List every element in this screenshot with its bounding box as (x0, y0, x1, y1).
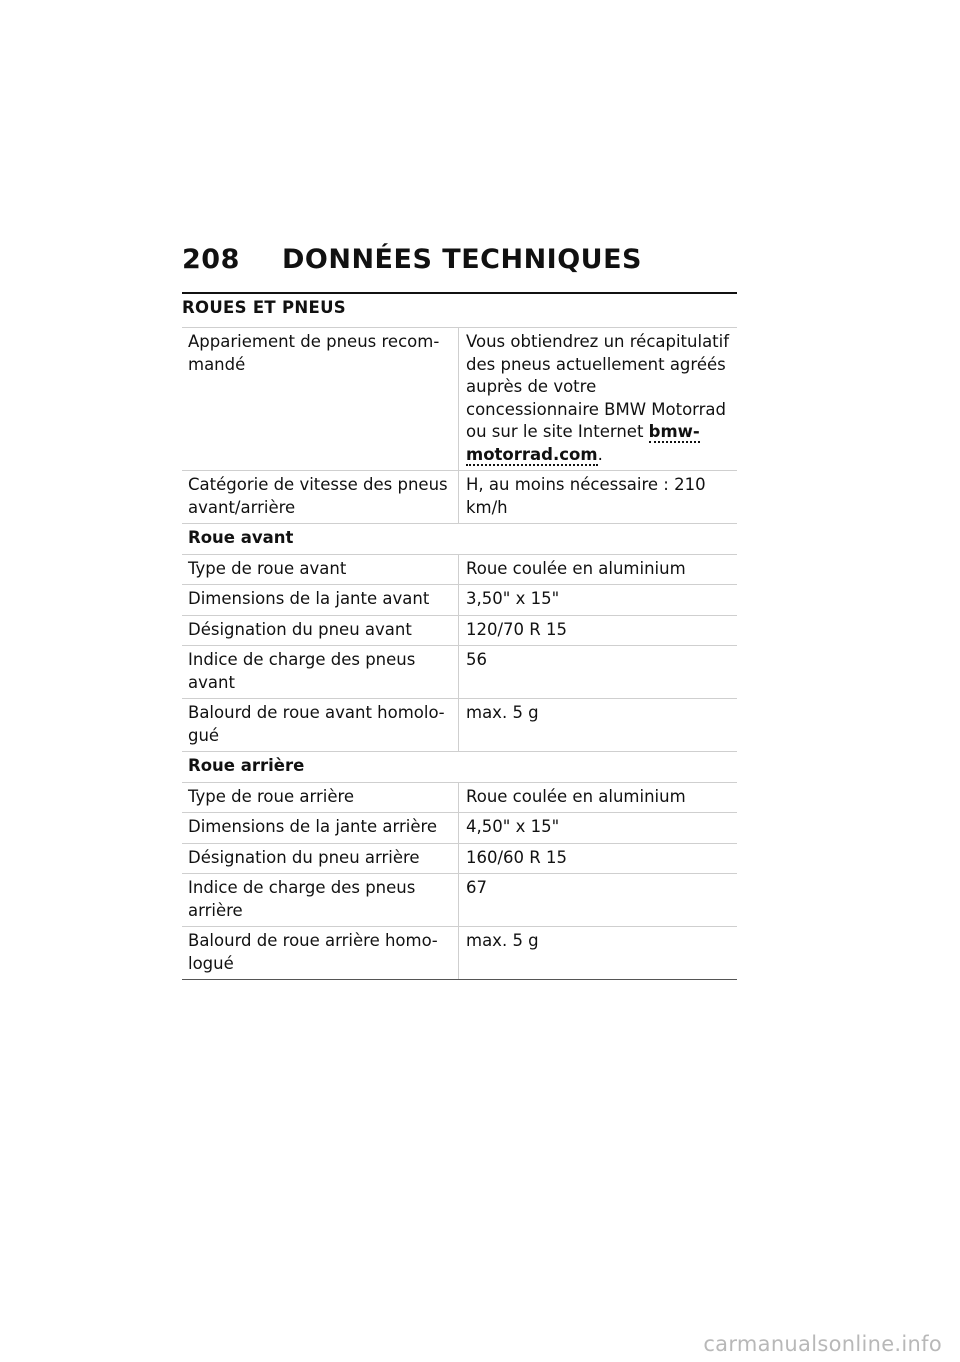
table-row (182, 874, 737, 927)
website-link[interactable]: bmw-motorrad.com (466, 422, 700, 464)
row-value: 160/60 R 15 (459, 843, 738, 874)
group-label: Roue avant (182, 524, 737, 555)
row-label: Indice de charge des pneus avant (182, 646, 459, 699)
group-row-front-wheel (182, 524, 737, 555)
header-rule (182, 292, 737, 294)
row-value: Roue coulée en aluminium (459, 554, 738, 585)
table-row (182, 646, 737, 699)
page-number: 208 (182, 244, 240, 275)
row-label: Type de roue avant (182, 554, 459, 585)
row-value: 56 (459, 646, 738, 699)
table-row (182, 585, 737, 616)
row-label: Indice de charge des pneus arrière (182, 874, 459, 927)
table-row (182, 927, 737, 980)
row-label: Désignation du pneu arrière (182, 843, 459, 874)
table-row (182, 328, 737, 471)
row-label: Catégorie de vitesse des pneus avant/arrière (182, 471, 459, 524)
row-value: max. 5 g (459, 699, 738, 752)
table-row (182, 699, 737, 752)
row-value: 67 (459, 874, 738, 927)
row-value: 120/70 R 15 (459, 615, 738, 646)
row-label: Type de roue arrière (182, 782, 459, 813)
chapter-title: DONNÉES TECHNIQUES (282, 244, 642, 275)
table-row (182, 843, 737, 874)
row-value-text: Vous obtiendrez un récapitulatif des pneus actuellement agréés auprès de votre concessionnaire BMW Motorrad ou sur le site Internet (466, 332, 730, 441)
table-row (182, 554, 737, 585)
row-value (459, 328, 738, 471)
table-row (182, 782, 737, 813)
row-label: Désignation du pneu avant (182, 615, 459, 646)
row-label: Dimensions de la jante avant (182, 585, 459, 616)
table-row (182, 813, 737, 844)
row-value: max. 5 g (459, 927, 738, 980)
specs-table (182, 327, 737, 980)
row-value: Roue coulée en aluminium (459, 782, 738, 813)
row-value: 3,50" x 15" (459, 585, 738, 616)
group-row-rear-wheel (182, 752, 737, 783)
row-label: Balourd de roue arrière homologué (182, 927, 459, 980)
row-label: Balourd de roue avant homologué (182, 699, 459, 752)
watermark: carmanualsonline.info (703, 1332, 942, 1356)
row-value-suffix: . (597, 444, 603, 464)
table-row (182, 471, 737, 524)
table-row (182, 615, 737, 646)
row-value: 4,50" x 15" (459, 813, 738, 844)
group-label: Roue arrière (182, 752, 737, 783)
row-label: Dimensions de la jante arrière (182, 813, 459, 844)
row-label: Appariement de pneus recommandé (182, 328, 459, 471)
row-value: H, au moins nécessaire : 210 km/h (459, 471, 738, 524)
page-header (182, 244, 742, 275)
section-title: ROUES ET PNEUS (182, 298, 346, 317)
